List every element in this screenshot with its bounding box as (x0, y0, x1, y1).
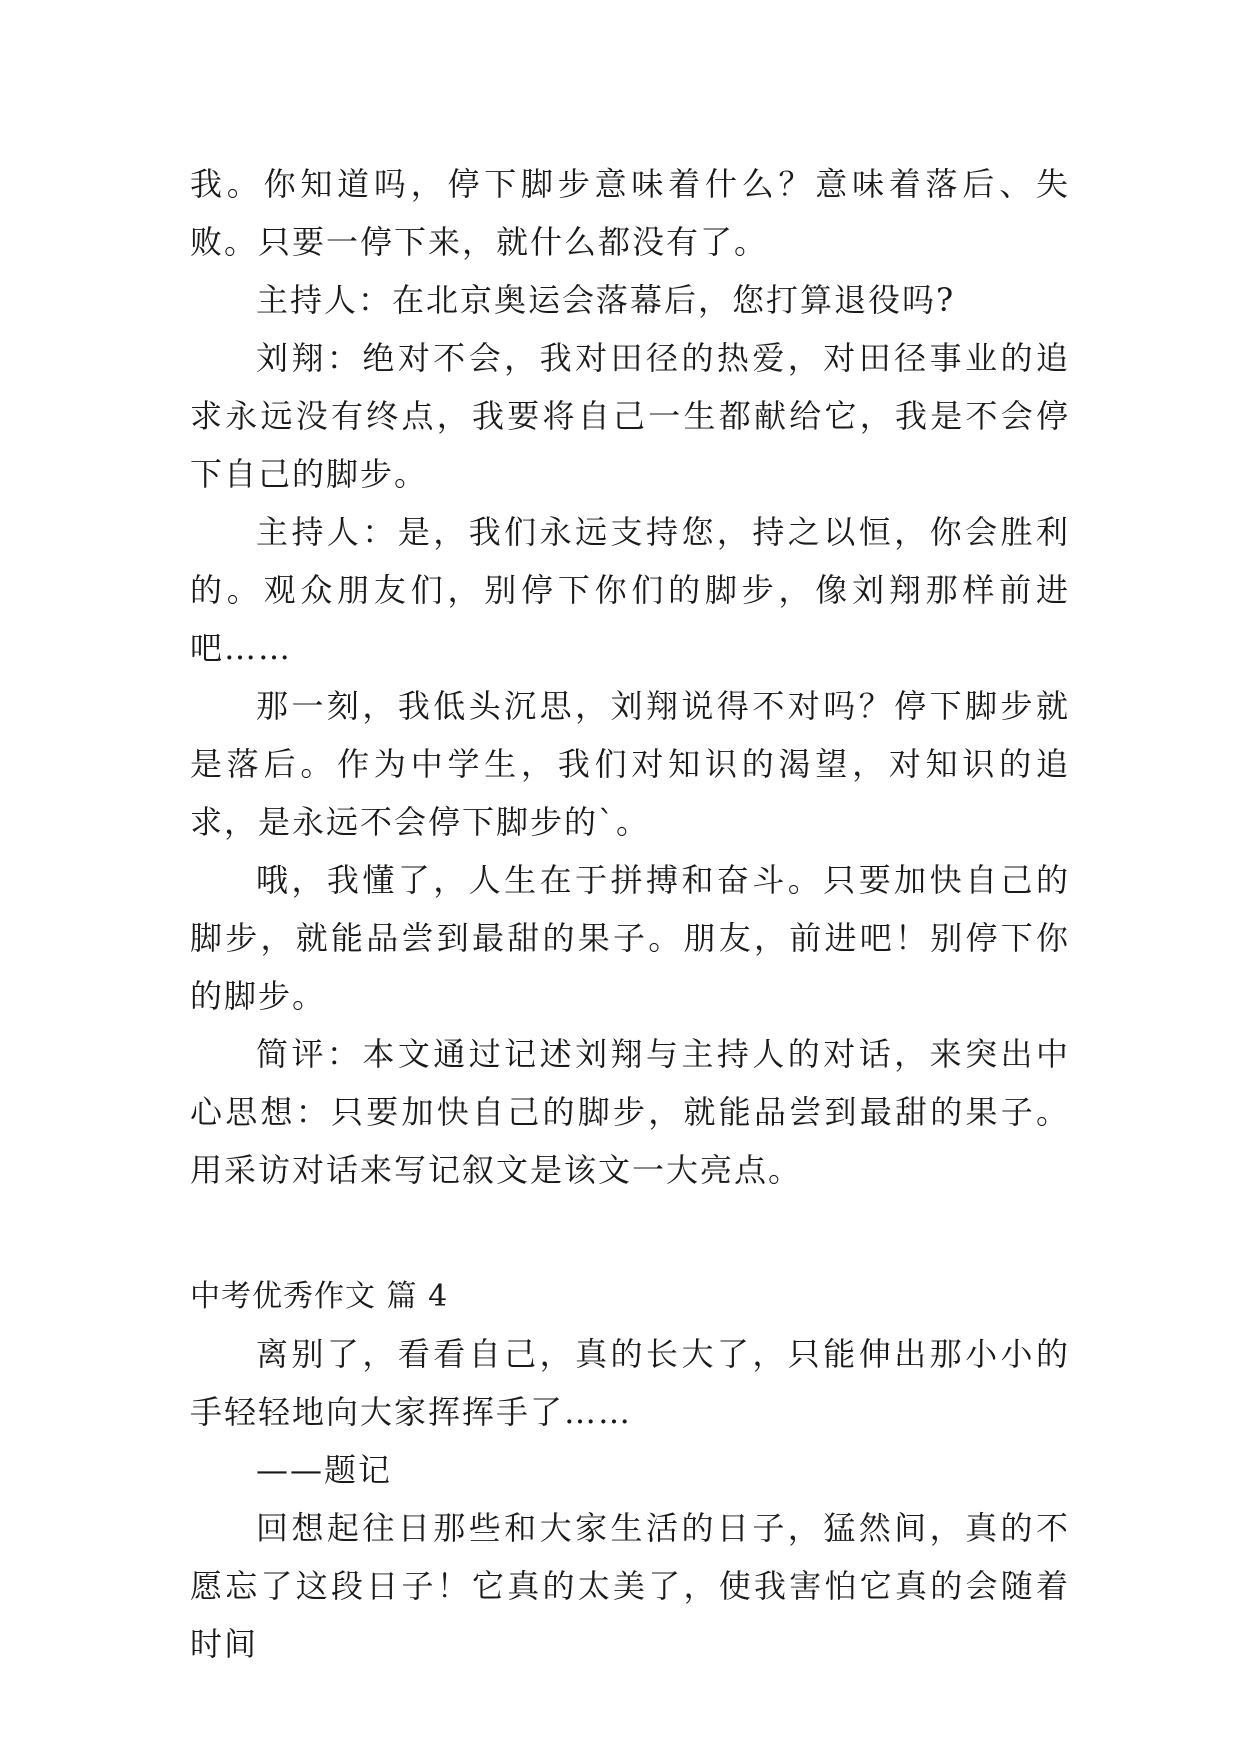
epigraph-attribution: ——题记 (256, 1451, 393, 1489)
paragraph: 哦，我懂了，人生在于拼搏和奋斗。只要加快自己的脚步，就能品尝到最甜的果子。朋友，前进吧！别停下你的脚步。 (190, 861, 1070, 1015)
paragraph: 离别了，看看自己，真的长大了，只能伸出那小小的手轻轻地向大家挥挥手了…… (190, 1335, 1070, 1431)
document-page (190, 155, 1070, 1673)
paragraph: 回想起往日那些和大家生活的日子，猛然间，真的不愿忘了这段日子！它真的太美了，使我害怕它真的会随着时间 (190, 1509, 1070, 1663)
paragraph: 我。你知道吗，停下脚步意味着什么？意味着落后、失败。只要一停下来，就什么都没有了。 (190, 165, 1070, 261)
paragraph: 主持人：在北京奥运会落幕后，您打算退役吗? (256, 281, 956, 319)
paragraph: 简评：本文通过记述刘翔与主持人的对话，来突出中心思想：只要加快自己的脚步，就能品尝到最甜的果子。用采访对话来写记叙文是该文一大亮点。 (190, 1035, 1070, 1189)
paragraph: 刘翔：绝对不会，我对田径的热爱，对田径事业的追求永远没有终点，我要将自己一生都献给它，我是不会停下自己的脚步。 (190, 339, 1070, 493)
section-heading: 中考优秀作文 篇 4 (190, 1279, 449, 1314)
paragraph: 主持人：是，我们永远支持您，持之以恒，你会胜利的。观众朋友们，别停下你们的脚步，像刘翔那样前进吧…… (190, 513, 1070, 667)
paragraph: 那一刻，我低头沉思，刘翔说得不对吗？停下脚步就是落后。作为中学生，我们对知识的渴望，对知识的追求，是永远不会停下脚步的`。 (190, 687, 1070, 841)
